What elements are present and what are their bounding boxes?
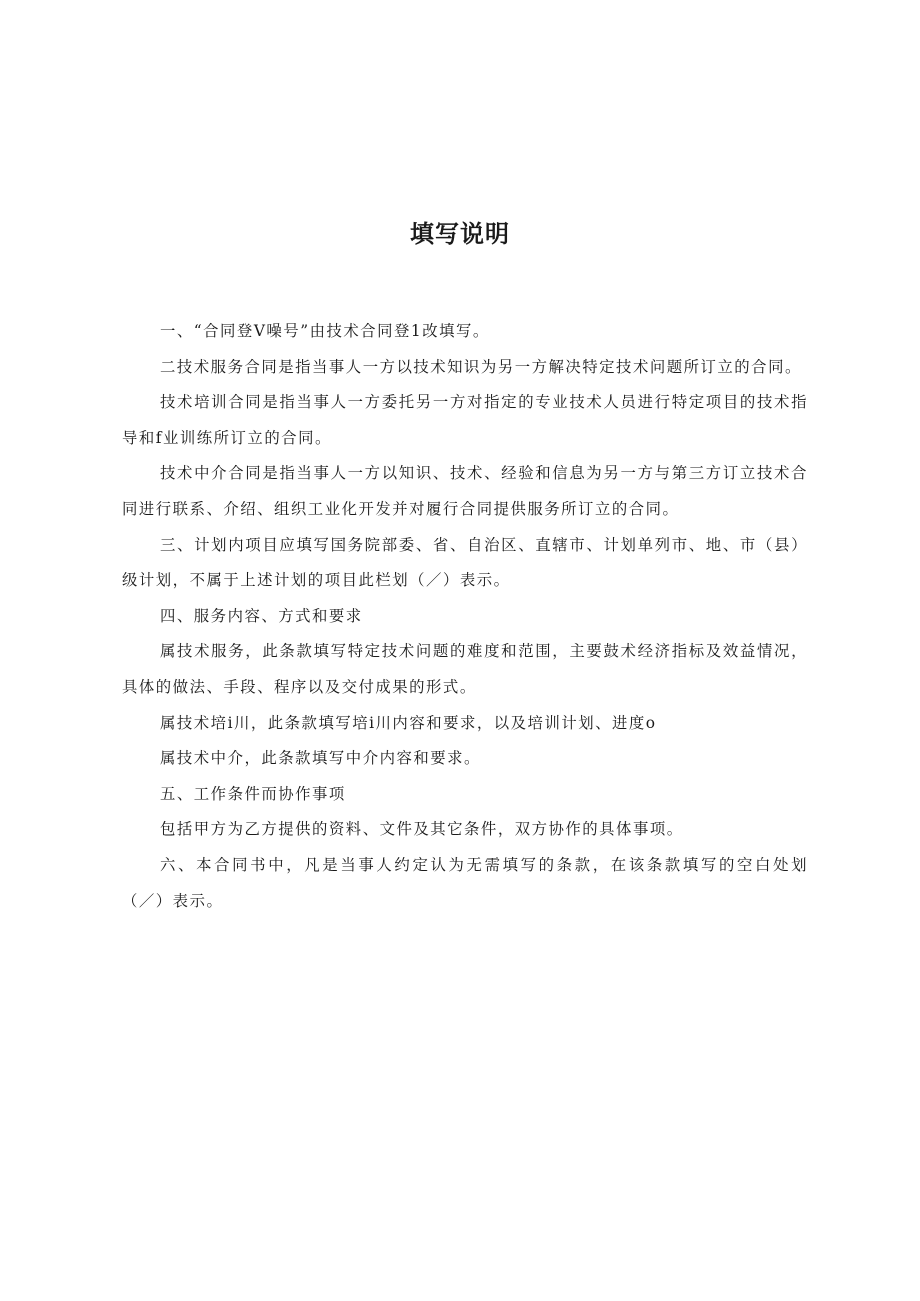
paragraph-work-conditions-heading: 五、工作条件而协作事项 [160,784,346,803]
paragraph-training-contract: 技术培训合同是指当事人一方委托另一方对指定的专业技术人员进行特定项目的技术指导和f业训练所订立的合同。 [122,393,808,447]
paragraph-technical-training: 属技术培i川，此条款填写培i川内容和要求，以及培训计划、进度o [160,713,657,732]
document-title: 填写说明 [410,220,510,248]
paragraph-technical-intermediary: 属技术中介，此条款填写中介内容和要求。 [160,749,481,768]
paragraph-work-conditions: 包括甲方为乙方提供的资料、文件及其它条件，双方协作的具体事项。 [160,820,684,839]
paragraph-service-contract: 二技术服务合同是指当事人一方以技术知识为另一方解决特定技术问题所订立的合同。 [160,357,802,376]
paragraph-blank-clauses: 六、本合同书中，凡是当事人约定认为无需填写的条款，在该条款填写的空白处划（／）表示。 [122,855,808,910]
paragraph-technical-service: 属技术服务，此条款填写特定技术问题的难度和范围，主要鼓术经济指标及效益情况，具体的做法、手段、程序以及交付成果的形式。 [122,642,808,696]
paragraph-intermediary-contract: 技术中介合同是指当事人一方以知识、技术、经验和信息为另一方与第三方订立技术合同进行联系、介绍、组织工业化开发并对履行合同提供服务所订立的合同。 [122,464,808,518]
paragraph-service-heading: 四、服务内容、方式和要求 [160,606,363,625]
paragraph-contract-number: 一、“合同登Ⅴ噪号”由技术合同登1改填写。 [160,322,490,340]
paragraph-planned-projects: 三、计划内项目应填写国务院部委、省、自治区、直辖市、计划单列市、地、市（县）级计划，不属于上述计划的项目此栏划（／）表示。 [122,535,808,590]
instructions-body [122,314,808,919]
